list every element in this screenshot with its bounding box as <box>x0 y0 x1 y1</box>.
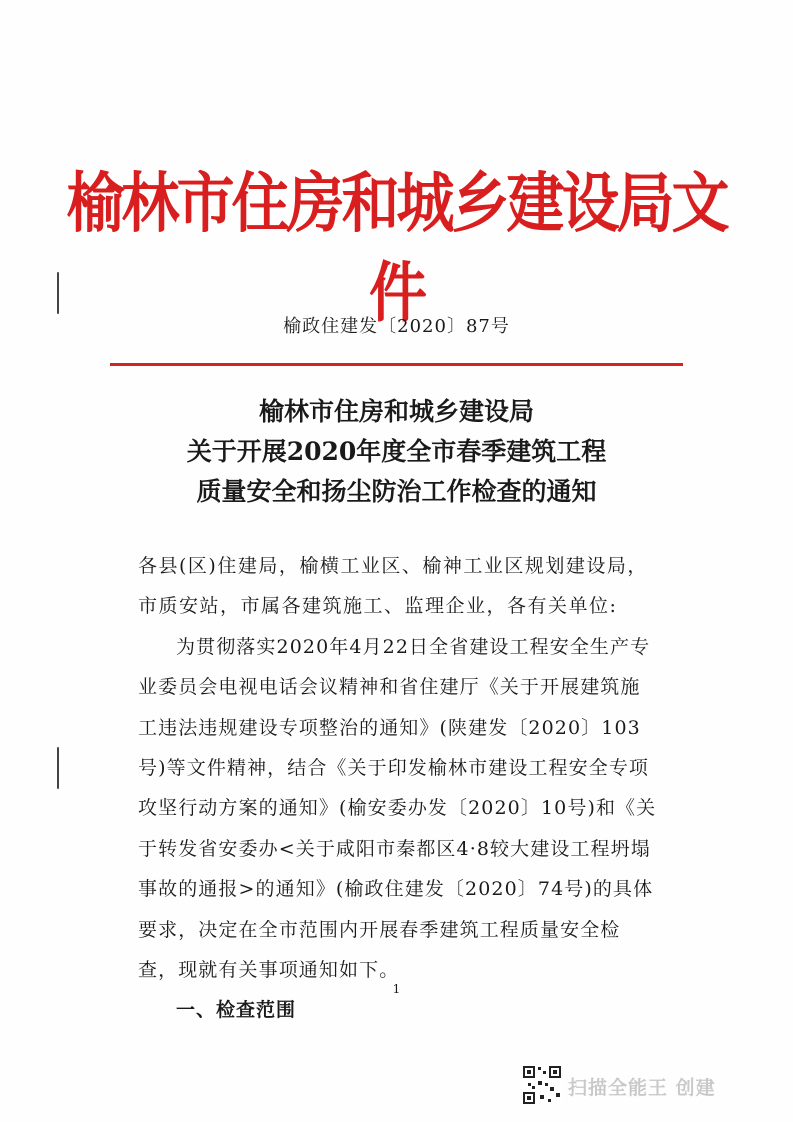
document-number: 榆政住建发〔2020〕87号 <box>283 316 510 337</box>
section-heading-1: 一、检查范围 <box>176 999 297 1022</box>
red-divider-line <box>110 363 683 366</box>
notice-body <box>138 546 658 1031</box>
scanner-watermark: 扫描全能王 创建 <box>568 1077 716 1099</box>
qr-code-icon <box>522 1065 562 1105</box>
title-line-2: 关于开展2020年度全市春季建筑工程 <box>186 437 607 466</box>
notice-title <box>0 392 793 512</box>
title-line-1: 榆林市住房和城乡建设局 <box>258 397 534 426</box>
binding-mark-top <box>57 272 59 314</box>
page-number: 1 <box>392 982 401 996</box>
title-line-3: 质量安全和扬尘防治工作检查的通知 <box>196 477 597 506</box>
letterhead-title: 榆林市住房和城乡建设局文件 <box>66 165 727 331</box>
body-paragraph-1: 为贯彻落实2020年4月22日全省建设工程安全生产专业委员会电视电话会议精神和省住建厅《关于开展建筑施工违法违规建设专项整治的通知》(陕建发〔2020〕103号)等文件精神，结合《关于印发榆林市建设工程安全专项攻坚行动方案的通知》(榆安委办发〔2020〕10号)和《关于转发省安委办<关于咸阳市秦都区4·8较大建设工程坍塌事故的通报>的通知》(榆政住建发〔2020〕74号)的具体要求，决定在全市范围内开展春季建筑工程质量安全检查，现就有关事项通知如下。 <box>138 635 657 982</box>
salutation: 各县(区)住建局，榆横工业区、榆神工业区规划建设局，市质安站，市属各建筑施工、监理企业，各有关单位: <box>138 555 648 618</box>
binding-mark-middle <box>57 747 59 789</box>
